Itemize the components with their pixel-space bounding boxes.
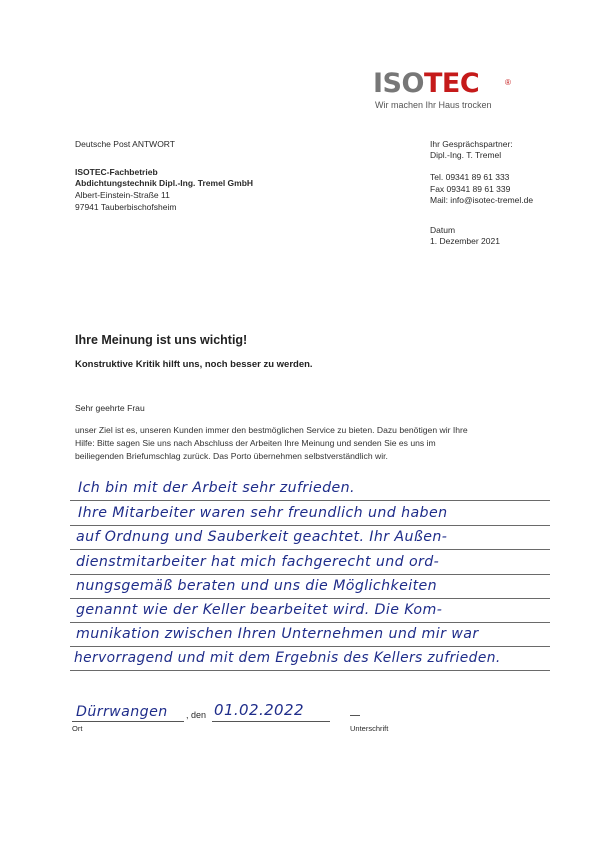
body-line: beiliegenden Briefumschlag zurück. Das Porto übernehmen selbstverständlich wir. bbox=[75, 451, 388, 461]
signature-line bbox=[350, 715, 360, 716]
writing-rule bbox=[70, 646, 550, 647]
body-line: unser Ziel ist es, unseren Kunden immer den bestmöglichen Service zu bieten. Dazu benötigen wir Ihre bbox=[75, 425, 468, 435]
body-paragraph bbox=[75, 424, 555, 463]
signature-label: Unterschrift bbox=[350, 724, 389, 733]
handwritten-line: dienstmitarbeiter hat mich fachgerecht und ord- bbox=[76, 554, 440, 570]
date-prefix: , den bbox=[186, 710, 207, 720]
place-line bbox=[72, 721, 184, 722]
address-company-full: Abdichtungstechnik Dipl.-Ing. Tremel GmbH bbox=[75, 178, 254, 188]
logo-iso: ISO bbox=[373, 68, 424, 99]
handwritten-line: auf Ordnung und Sauberkeit geachtet. Ihr Außen- bbox=[76, 529, 448, 545]
page-subtitle: Konstruktive Kritik hilft uns, noch besser zu werden. bbox=[75, 359, 313, 370]
address-city: 97941 Tauberbischofsheim bbox=[75, 202, 177, 212]
handwritten-line: nungsgemäß beraten und uns die Möglichkeiten bbox=[76, 578, 438, 594]
handwritten-line: hervorragend und mit dem Ergebnis des Kellers zufrieden. bbox=[74, 650, 501, 666]
writing-rule bbox=[70, 622, 550, 623]
handwritten-line: genannt wie der Keller bearbeitet wird. Die Kom- bbox=[76, 602, 443, 618]
writing-rule bbox=[70, 549, 550, 550]
address-company: ISOTEC-Fachbetrieb bbox=[75, 167, 158, 177]
writing-rule bbox=[70, 525, 550, 526]
body-line: Hilfe: Bitte sagen Sie uns nach Abschluss der Arbeiten Ihre Meinung und senden Sie es uns im bbox=[75, 438, 436, 448]
isotec-logo bbox=[373, 70, 513, 114]
writing-rule bbox=[70, 598, 550, 599]
logo-registered-mark: ® bbox=[505, 78, 511, 87]
logo-tec: TEC bbox=[423, 68, 480, 99]
writing-rule bbox=[70, 500, 550, 501]
address-reply-label: Deutsche Post ANTWORT bbox=[75, 139, 175, 149]
logo-wordmark bbox=[373, 70, 479, 98]
handwritten-line: Ich bin mit der Arbeit sehr zufrieden. bbox=[78, 480, 355, 496]
contact-phone: Tel. 09341 89 61 333 bbox=[430, 172, 510, 182]
place-label: Ort bbox=[72, 724, 83, 733]
contact-name: Dipl.-Ing. T. Tremel bbox=[430, 150, 502, 160]
handwritten-place: Dürrwangen bbox=[76, 704, 168, 720]
letter-date: 1. Dezember 2021 bbox=[430, 236, 500, 246]
date-line bbox=[212, 721, 330, 722]
writing-rule bbox=[70, 670, 550, 671]
handwritten-line: Ihre Mitarbeiter waren sehr freundlich und haben bbox=[78, 505, 448, 521]
handwritten-date: 01.02.2022 bbox=[214, 701, 304, 719]
address-street: Albert-Einstein-Straße 11 bbox=[75, 190, 170, 200]
page-title: Ihre Meinung ist uns wichtig! bbox=[75, 333, 248, 347]
contact-email: Mail: info@isotec-tremel.de bbox=[430, 195, 534, 205]
contact-fax: Fax 09341 89 61 339 bbox=[430, 184, 511, 194]
date-label: Datum bbox=[430, 225, 456, 235]
handwritten-line: munikation zwischen Ihren Unternehmen und mir war bbox=[76, 626, 479, 642]
salutation: Sehr geehrte Frau bbox=[75, 403, 145, 413]
contact-label: Ihr Gesprächspartner: bbox=[430, 139, 513, 149]
writing-rule bbox=[70, 574, 550, 575]
logo-tagline: Wir machen Ihr Haus trocken bbox=[375, 100, 492, 110]
